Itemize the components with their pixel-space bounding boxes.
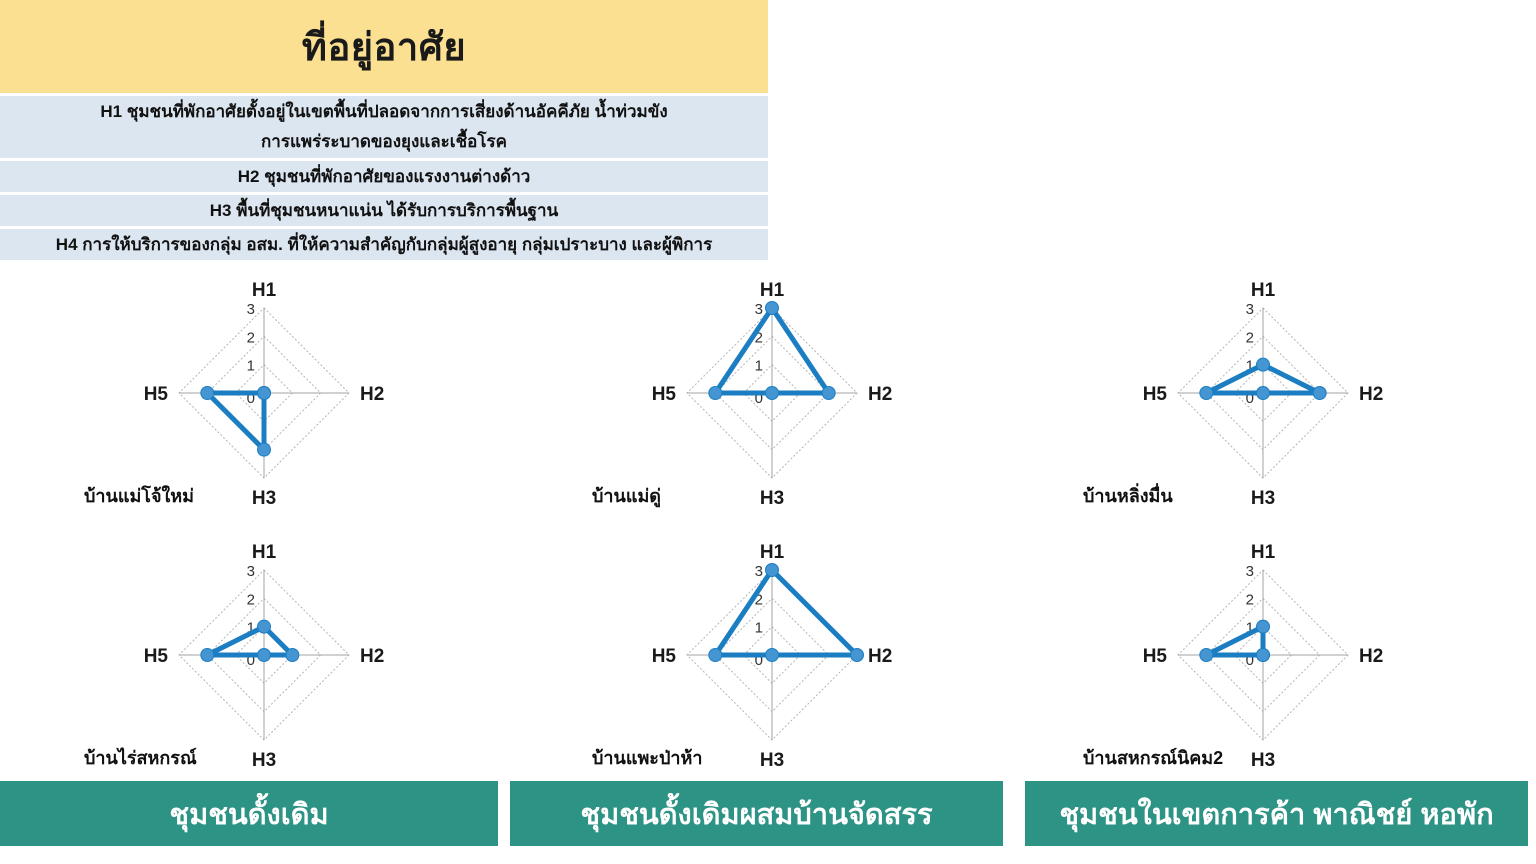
axis-label-h2: H2 — [868, 646, 893, 667]
radar-marker-h5 — [201, 387, 214, 400]
chart-name-label: บ้านแม่โจ้ใหม่ — [84, 486, 195, 506]
axis-label-h5: H5 — [651, 384, 676, 405]
radar-marker-h1 — [1257, 620, 1270, 633]
axis-label-h5: H5 — [1142, 384, 1167, 405]
axis-label-h1: H1 — [251, 280, 277, 301]
radar-marker-h3 — [766, 387, 779, 400]
axis-label-h3: H3 — [759, 750, 785, 771]
tick-label-1: 1 — [1245, 619, 1254, 637]
radar-chart-cell — [14, 540, 514, 788]
radar-series-polygon — [1206, 627, 1263, 655]
radar-marker-h2 — [1313, 387, 1326, 400]
radar-marker-h5 — [201, 649, 214, 662]
axis-label-h5: H5 — [1142, 646, 1167, 667]
tick-label-0: 0 — [754, 652, 763, 669]
radar-chart-cell — [1013, 278, 1513, 526]
group-banner: ชุมชนดั้งเดิมผสมบ้านจัดสรร — [510, 781, 1003, 846]
chart-name-label: บ้านสหกรณ์นิคม2 — [1083, 748, 1224, 768]
tick-label-0: 0 — [246, 652, 255, 669]
tick-label-2: 2 — [246, 329, 255, 347]
tick-label-2: 2 — [1245, 591, 1254, 609]
radar-marker-h2 — [258, 387, 271, 400]
group-banner: ชุมชนในเขตการค้า พาณิชย์ หอพัก — [1025, 781, 1528, 846]
radar-marker-h1 — [766, 302, 779, 315]
axis-label-h3: H3 — [1250, 488, 1276, 509]
radar-chart — [522, 278, 1022, 526]
tick-label-0: 0 — [246, 390, 255, 407]
axis-label-h1: H1 — [759, 542, 785, 563]
tick-label-0: 0 — [1245, 390, 1254, 407]
tick-label-1: 1 — [754, 619, 763, 637]
axis-label-h1: H1 — [759, 280, 785, 301]
legend-row-h1 — [0, 96, 768, 158]
chart-name-label: บ้านแพะป่าห้า — [592, 748, 703, 768]
legend-row-h2: H2 ชุมชนที่พักอาศัยของแรงงานต่างด้าว — [0, 161, 768, 192]
radar-marker-h2 — [286, 649, 299, 662]
axis-label-h3: H3 — [251, 488, 277, 509]
radar-marker-h5 — [709, 387, 722, 400]
axis-label-h1: H1 — [1250, 280, 1276, 301]
radar-chart — [1013, 540, 1513, 788]
axis-label-h2: H2 — [360, 384, 385, 405]
tick-label-3: 3 — [246, 563, 255, 580]
radar-chart-cell — [522, 540, 1022, 788]
tick-label-3: 3 — [246, 301, 255, 318]
radar-chart-cell — [14, 278, 514, 526]
radar-marker-h5 — [1200, 649, 1213, 662]
legend-table — [0, 96, 768, 263]
axis-label-h2: H2 — [868, 384, 893, 405]
radar-chart-cell — [522, 278, 1022, 526]
tick-label-1: 1 — [754, 357, 763, 375]
chart-name-label: บ้านไร่สหกรณ์ — [84, 748, 197, 768]
tick-label-0: 0 — [754, 390, 763, 407]
tick-label-0: 0 — [1245, 652, 1254, 669]
page-title: ที่อยู่อาศัย — [301, 27, 467, 69]
legend-row-h4: H4 การให้บริการของกลุ่ม อสม. ที่ให้ความสำคัญกับกลุ่มผู้สูงอายุ กลุ่มเปราะบาง และผู้พิการ — [0, 229, 768, 260]
axis-label-h2: H2 — [1359, 646, 1384, 667]
radar-chart-cell — [1013, 540, 1513, 788]
tick-label-3: 3 — [1245, 563, 1254, 580]
tick-label-2: 2 — [754, 329, 763, 347]
radar-marker-h3 — [258, 649, 271, 662]
axis-label-h2: H2 — [360, 646, 385, 667]
legend-text: H1 ชุมชนที่พักอาศัยตั้งอยู่ในเขตพื้นที่ปลอดจากการเสี่ยงด้านอัคคีภัย น้ำท่วมขัง — [100, 102, 668, 121]
axis-label-h1: H1 — [251, 542, 277, 563]
radar-marker-h1 — [1257, 358, 1270, 371]
radar-chart — [14, 278, 514, 526]
legend-text: การแพร่ระบาดของยุงและเชื้อโรค — [261, 132, 507, 151]
radar-marker-h1 — [766, 564, 779, 577]
radar-marker-h2 — [822, 387, 835, 400]
legend-row-h3: H3 พื้นที่ชุมชนหนาแน่น ได้รับการบริการพื้นฐาน — [0, 195, 768, 226]
axis-label-h1: H1 — [1250, 542, 1276, 563]
radar-series-polygon — [207, 393, 264, 450]
axis-label-h3: H3 — [1250, 750, 1276, 771]
radar-marker-h3 — [1257, 649, 1270, 662]
tick-label-3: 3 — [1245, 301, 1254, 318]
axis-label-h5: H5 — [143, 384, 168, 405]
tick-label-3: 3 — [754, 563, 763, 580]
radar-chart — [1013, 278, 1513, 526]
radar-marker-h1 — [258, 620, 271, 633]
tick-label-1: 1 — [246, 357, 255, 375]
tick-label-2: 2 — [246, 591, 255, 609]
axis-label-h3: H3 — [251, 750, 277, 771]
tick-label-1: 1 — [246, 619, 255, 637]
axis-label-h5: H5 — [143, 646, 168, 667]
radar-chart — [522, 540, 1022, 788]
radar-marker-h3 — [1257, 387, 1270, 400]
radar-marker-h3 — [258, 443, 271, 456]
tick-label-2: 2 — [1245, 329, 1254, 347]
axis-label-h2: H2 — [1359, 384, 1384, 405]
radar-marker-h5 — [709, 649, 722, 662]
radar-marker-h3 — [766, 649, 779, 662]
chart-name-label: บ้านแม่ดู่ — [592, 486, 661, 506]
tick-label-2: 2 — [754, 591, 763, 609]
tick-label-1: 1 — [1245, 357, 1254, 375]
axis-label-h5: H5 — [651, 646, 676, 667]
tick-label-3: 3 — [754, 301, 763, 318]
housing-header — [0, 0, 768, 93]
axis-label-h3: H3 — [759, 488, 785, 509]
group-banner: ชุมชนดั้งเดิม — [0, 781, 498, 846]
chart-name-label: บ้านหลิ่งมื่น — [1083, 486, 1173, 506]
radar-marker-h2 — [851, 649, 864, 662]
radar-chart — [14, 540, 514, 788]
radar-marker-h5 — [1200, 387, 1213, 400]
